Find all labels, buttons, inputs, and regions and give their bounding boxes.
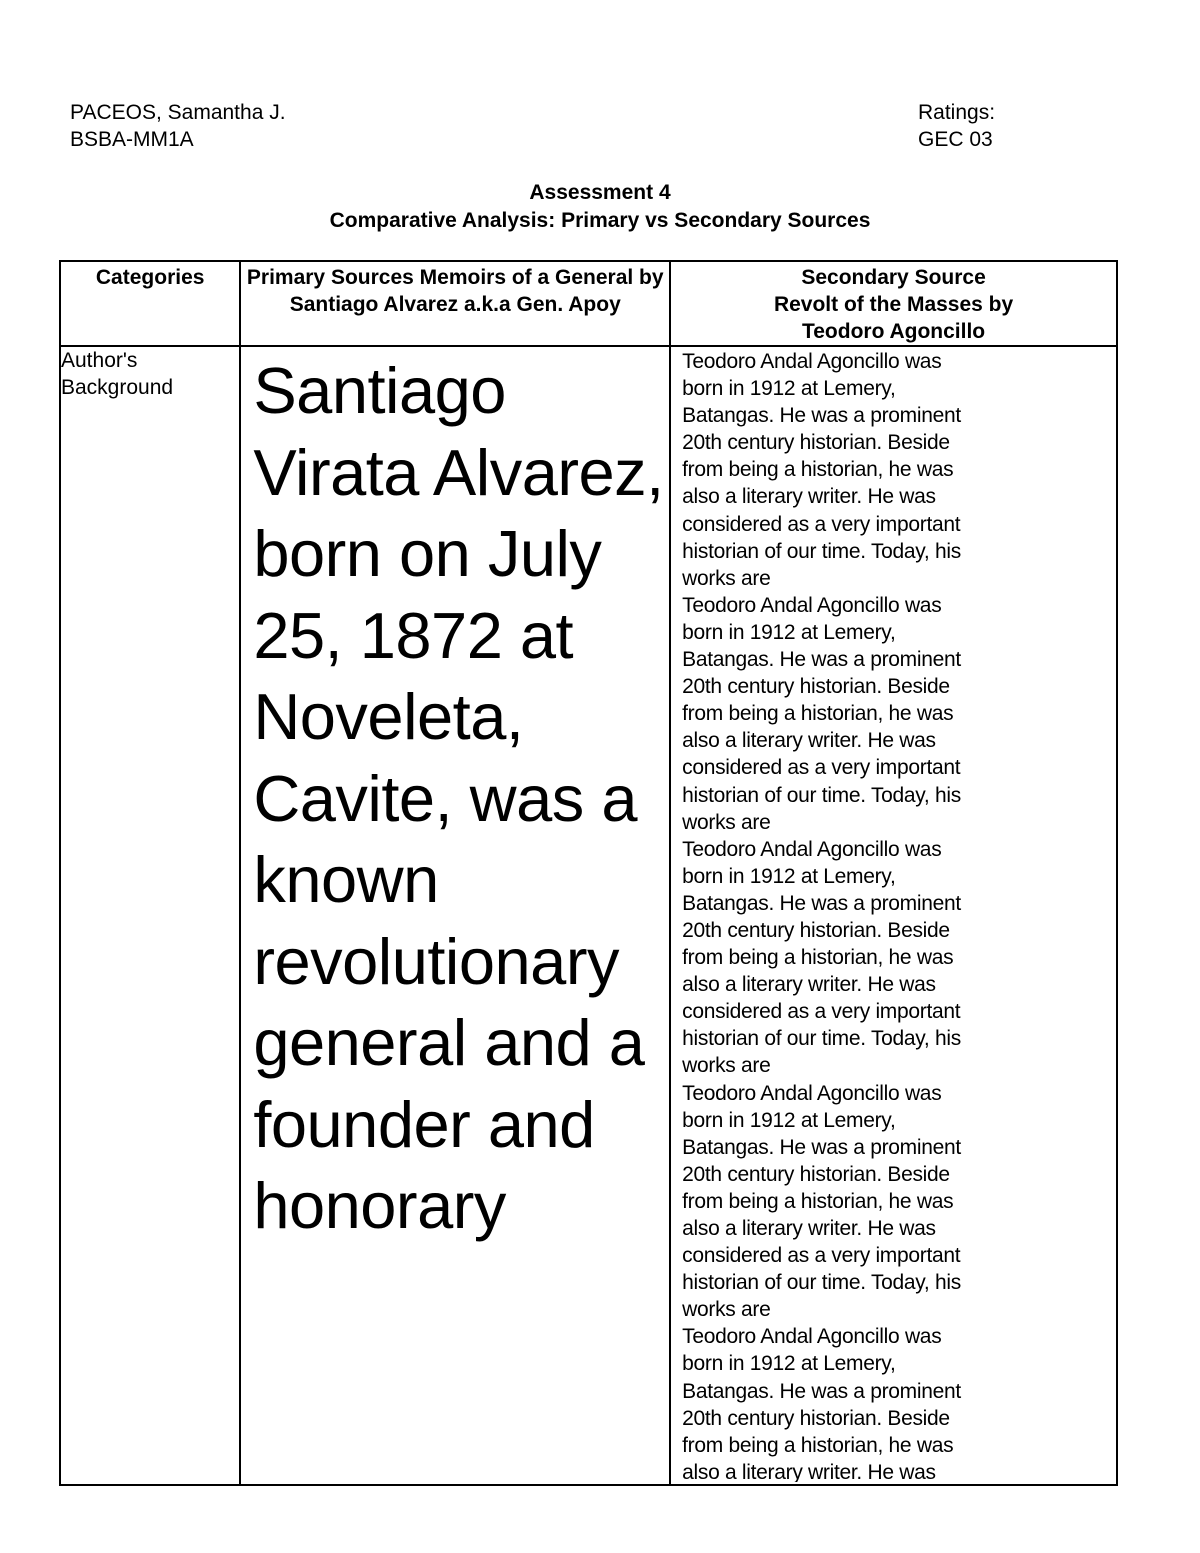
secondary-paragraph: Teodoro Andal Agoncillo was born in 1912 at Lemery, Batangas. He was a prominent 20th century historian. Beside from being a historian, he was also a literary writer. He was considered as a very important historian of our time. Today, his works are	[682, 1081, 961, 1322]
table-row	[60, 346, 1117, 1485]
primary-source-cell	[240, 346, 670, 1485]
ratings-label: Ratings:	[918, 101, 996, 124]
comparison-table	[59, 260, 1118, 1486]
subject-code: GEC 03	[918, 128, 993, 151]
secondary-paragraph: Teodoro Andal Agoncillo was born in 1912 at Lemery, Batangas. He was a prominent 20th century historian. Beside from being a historian, he was also a literary writer. He was considered as a very important historian of our time. Today, his works are	[682, 350, 961, 590]
secondary-paragraph: Teodoro Andal Agoncillo was born in 1912 at Lemery, Batangas. He was a prominent 20th century historian. Beside from being a historian, he was also a literary writer. He was considered as a very important historian of our time. Today, his works are	[682, 593, 961, 834]
document-title	[0, 179, 1200, 235]
secondary-paragraph: Teodoro Andal Agoncillo was born in 1912 at Lemery, Batangas. He was a prominent 20th century historian. Beside from being a historian, he was also a literary writer. He was	[682, 1325, 961, 1482]
category-cell: Author's Background	[60, 346, 240, 1485]
secondary-source-cell	[670, 346, 1117, 1485]
primary-source-text: Santiago Virata Alvarez, born on July 25, 1872 at Noveleta, Cavite, was a known revolutionary general and a founder and honorary	[253, 354, 664, 1242]
header-secondary-source-text: Secondary Source Revolt of the Masses by Teodoro Agoncillo	[773, 266, 1014, 343]
header-categories: Categories	[60, 261, 240, 346]
header-primary-source: Primary Sources Memoirs of a General by Santiago Alvarez a.k.a Gen. Apoy	[240, 261, 670, 346]
table-header-row	[60, 261, 1117, 346]
grading-info	[918, 99, 995, 153]
student-info	[70, 99, 286, 153]
student-name: PACEOS, Samantha J.	[70, 101, 286, 124]
assessment-subtitle: Comparative Analysis: Primary vs Secondary Sources	[329, 209, 871, 232]
header-secondary-source	[670, 261, 1117, 346]
assessment-title: Assessment 4	[529, 181, 671, 204]
secondary-source-text	[671, 348, 1116, 1482]
secondary-paragraph: Teodoro Andal Agoncillo was born in 1912 at Lemery, Batangas. He was a prominent 20th century historian. Beside from being a historian, he was also a literary writer. He was considered as a very important historian of our time. Today, his works are	[682, 837, 961, 1078]
course-code: BSBA-MM1A	[70, 128, 194, 151]
